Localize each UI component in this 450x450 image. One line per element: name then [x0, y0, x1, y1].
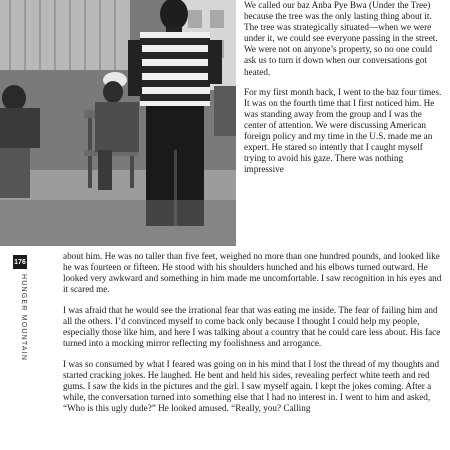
- running-title: HUNGER MOUNTAIN: [20, 274, 27, 362]
- side-paragraph-1: We called our baz Anba Pye Bwa (Under the Tree) because the tree was the only lasting thing about it. The tree was strategically situated—when we were under it, we could see everyone passing in the street. We were not on anyone’s property, so no one could ask us to turn it down when our conversations got heated.: [244, 0, 438, 77]
- side-paragraph-2: For my first month back, I went to the baz four times. It was on the fourth time that I first noticed him. He was standing away from the group and I was the center of attention. We were discussing American foreign policy and my time in the U.S. made me an expert. He stared so intently that I caught myself trying to avoid his gaze. There was nothing impressive: [244, 86, 442, 175]
- street-scene-photo: [0, 0, 236, 246]
- side-column-text: [244, 0, 444, 184]
- body-paragraph-2: I was afraid that he would see the irrational fear that was eating me inside. The fear of failing him and all the others. I’d convinced myself to come back only because I thought I could help my people, especially those like him, and here I was talking about a country that he could care less about. His face turned into a mocking mirror reflecting my foolishness and arrogance.: [63, 304, 441, 349]
- photo-icon: [0, 0, 236, 246]
- main-body-text: [63, 251, 444, 424]
- body-paragraph-1: about him. He was no taller than five feet, weighed no more than one hundred pounds, and looked like he was fourteen or fifteen. He stood with his shoulders hunched and his elbows turned outward. He looked very awkward and something in him made me uncomfortable. I saw recognition in his eyes and it scared me.: [63, 251, 442, 295]
- body-paragraph-3: I was so consumed by what I feared was going on in his mind that I lost the thread of my thoughts and started cracking jokes. He laughed. He bent and held his sides, revealing perfect white teeth and red gums. I saw the kids in the pictures and the girl. I saw myself again. I kept the jokes coming. After a while, the conversation turned into something else that I had no interest in. I went to him and asked, “Who is this ugly dude?” He looked amused. “Really, you? Calling: [63, 358, 440, 414]
- page-number: 176: [13, 255, 27, 269]
